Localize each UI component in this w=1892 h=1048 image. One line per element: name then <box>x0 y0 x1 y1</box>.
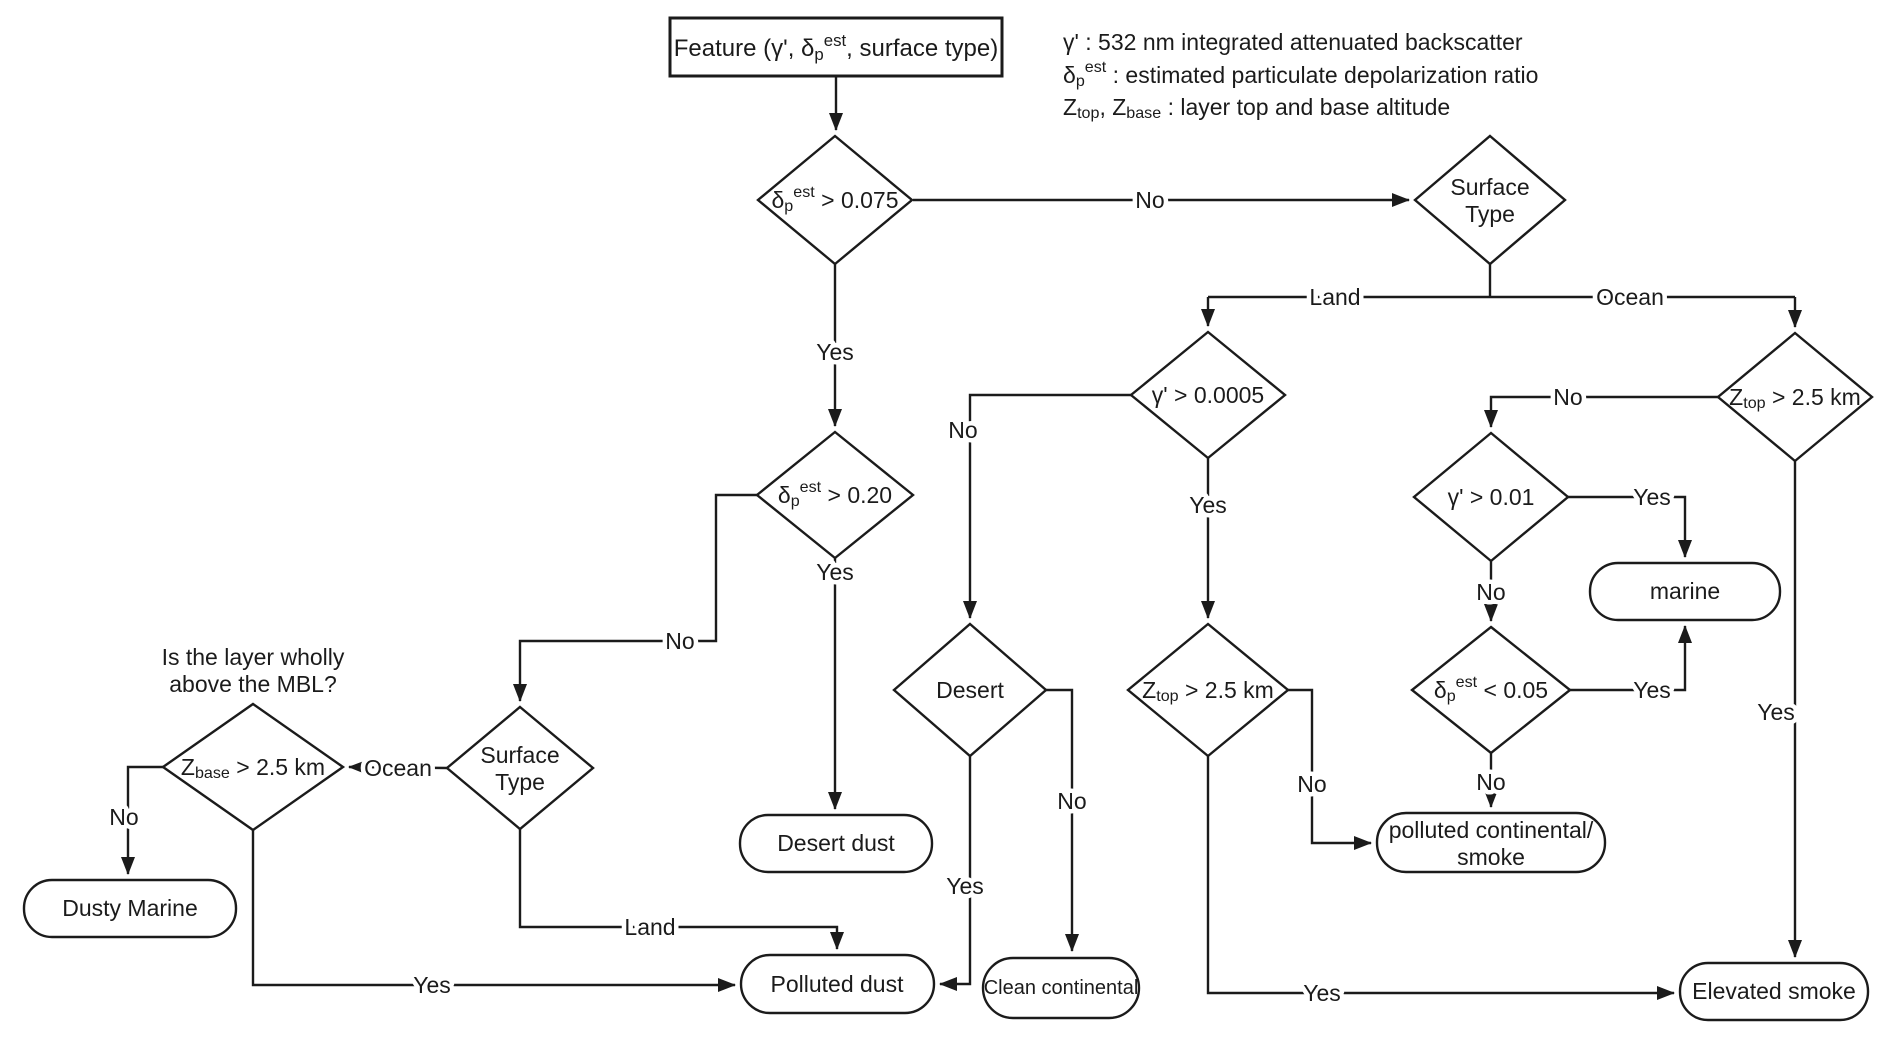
terminal-label: Elevated smoke <box>1692 978 1856 1004</box>
edge-label-yes: Yes <box>816 339 854 365</box>
edge-label-no: No <box>948 417 978 443</box>
edge-label-yes: Yes <box>1303 980 1341 1006</box>
edge-label-no: No <box>1135 187 1165 213</box>
terminal-polluted-continental-smoke <box>1377 813 1605 872</box>
edge-label-no: No <box>665 628 695 654</box>
terminal-label-line1: polluted continental/ <box>1388 817 1594 843</box>
decision-label: $\delta_p^{est} > 0.20$ <box>777 478 893 510</box>
terminal-clean-continental <box>983 958 1139 1018</box>
edge-dp020-no-to-surfacetype-mid <box>520 495 757 701</box>
decision-label: $Z_{top} > 2.5$ km <box>1142 677 1274 705</box>
terminal-label-line2: smoke <box>1457 844 1525 870</box>
edge-label-no: No <box>1057 788 1087 814</box>
decision-ztop-gt-25-mid <box>1128 624 1288 756</box>
decision-label: Desert <box>936 677 1004 703</box>
start-node-label: Feature (γ', $\delta_p^{est}$, surface type) <box>673 30 999 64</box>
terminal-marine <box>1590 563 1780 620</box>
edge-label-ocean: Ocean <box>1596 284 1664 310</box>
decision-desert <box>894 624 1046 756</box>
edge-ztop-mid-no-to-polluted-continental <box>1288 690 1371 843</box>
edge-label-no: No <box>109 804 139 830</box>
terminal-label: Clean continental <box>983 977 1139 999</box>
legend-line-delta: $\delta_p^{est}$ : estimated particulate depolarization ratio <box>1063 58 1539 90</box>
edge-ztop-right-no-to-gamma001 <box>1491 397 1718 427</box>
edge-ztop-mid-yes-to-elevated-smoke <box>1208 756 1674 993</box>
terminal-polluted-dust <box>741 955 934 1013</box>
edge-label-yes: Yes <box>1189 492 1227 518</box>
decision-dp-lt-005 <box>1412 627 1570 753</box>
edge-label-no: No <box>1476 579 1506 605</box>
decision-label-line1: Surface <box>480 742 560 768</box>
edge-label-no: No <box>1476 769 1506 795</box>
legend-line-gamma: γ' : 532 nm integrated attenuated backscatter <box>1063 29 1523 55</box>
edge-label-ocean: Ocean <box>364 755 432 781</box>
legend-line-z: $Z_{top}$, $Z_{base}$ : layer top and base altitude <box>1063 94 1451 122</box>
decision-surface-type-mid <box>447 707 593 829</box>
edge-label-yes: Yes <box>816 559 854 585</box>
start-node-feature <box>670 18 1002 76</box>
decision-zbase-gt-25 <box>162 644 345 830</box>
edge-label-yes: Yes <box>1757 699 1795 725</box>
decision-ztop-gt-25-right <box>1718 333 1872 461</box>
terminal-dusty-marine <box>24 880 236 937</box>
terminal-desert-dust <box>740 815 932 872</box>
legend <box>1063 29 1538 122</box>
terminal-label: Dusty Marine <box>62 895 198 921</box>
decision-label-line2: Type <box>1465 201 1515 227</box>
decision-label-line1: Surface <box>1450 174 1530 200</box>
edge-desert-yes-to-polluted-dust <box>940 756 970 984</box>
decision-dp-gt-020 <box>757 432 913 558</box>
edge-desert-no-to-clean-continental <box>1046 690 1072 951</box>
edge-label-land: Land <box>1309 284 1361 310</box>
decision-surface-type-top <box>1415 136 1565 264</box>
decision-label: $Z_{top} > 2.5$ km <box>1729 384 1861 412</box>
decision-label: γ' > 0.0005 <box>1151 382 1265 408</box>
terminal-label: Polluted dust <box>770 971 904 997</box>
mbl-caption-line1: Is the layer wholly <box>161 644 345 670</box>
edge-label-yes: Yes <box>413 972 451 998</box>
edge-label-no: No <box>1297 771 1327 797</box>
edge-label-yes: Yes <box>1633 484 1671 510</box>
decision-label: $Z_{base} > 2.5$ km <box>180 754 326 782</box>
decision-label: γ' > 0.01 <box>1447 484 1535 510</box>
terminal-label: marine <box>1649 578 1721 604</box>
edge-label-no: No <box>1553 384 1583 410</box>
edge-label-land: Land <box>624 914 676 940</box>
decision-label-line2: Type <box>495 769 545 795</box>
edge-label-yes: Yes <box>1633 677 1671 703</box>
edge-label-yes: Yes <box>946 873 984 899</box>
decision-label: $\delta_p^{est} < 0.05$ <box>1433 673 1549 705</box>
decision-dp-gt-0075 <box>758 136 912 264</box>
edge-zbase-yes-to-polluted-dust <box>253 830 735 985</box>
decision-gamma-gt-00005 <box>1131 332 1285 458</box>
diamond <box>1415 136 1565 264</box>
terminal-label: Desert dust <box>777 830 895 856</box>
edge-gamma00005-no-to-desert <box>970 395 1131 618</box>
diamond <box>447 707 593 829</box>
decision-gamma-gt-001 <box>1414 433 1568 561</box>
decision-label: $\delta_p^{est} > 0.075$ <box>771 183 899 215</box>
terminal-elevated-smoke <box>1680 963 1868 1020</box>
edge-labels <box>109 187 1794 1006</box>
mbl-caption-line2: above the MBL? <box>169 671 337 697</box>
